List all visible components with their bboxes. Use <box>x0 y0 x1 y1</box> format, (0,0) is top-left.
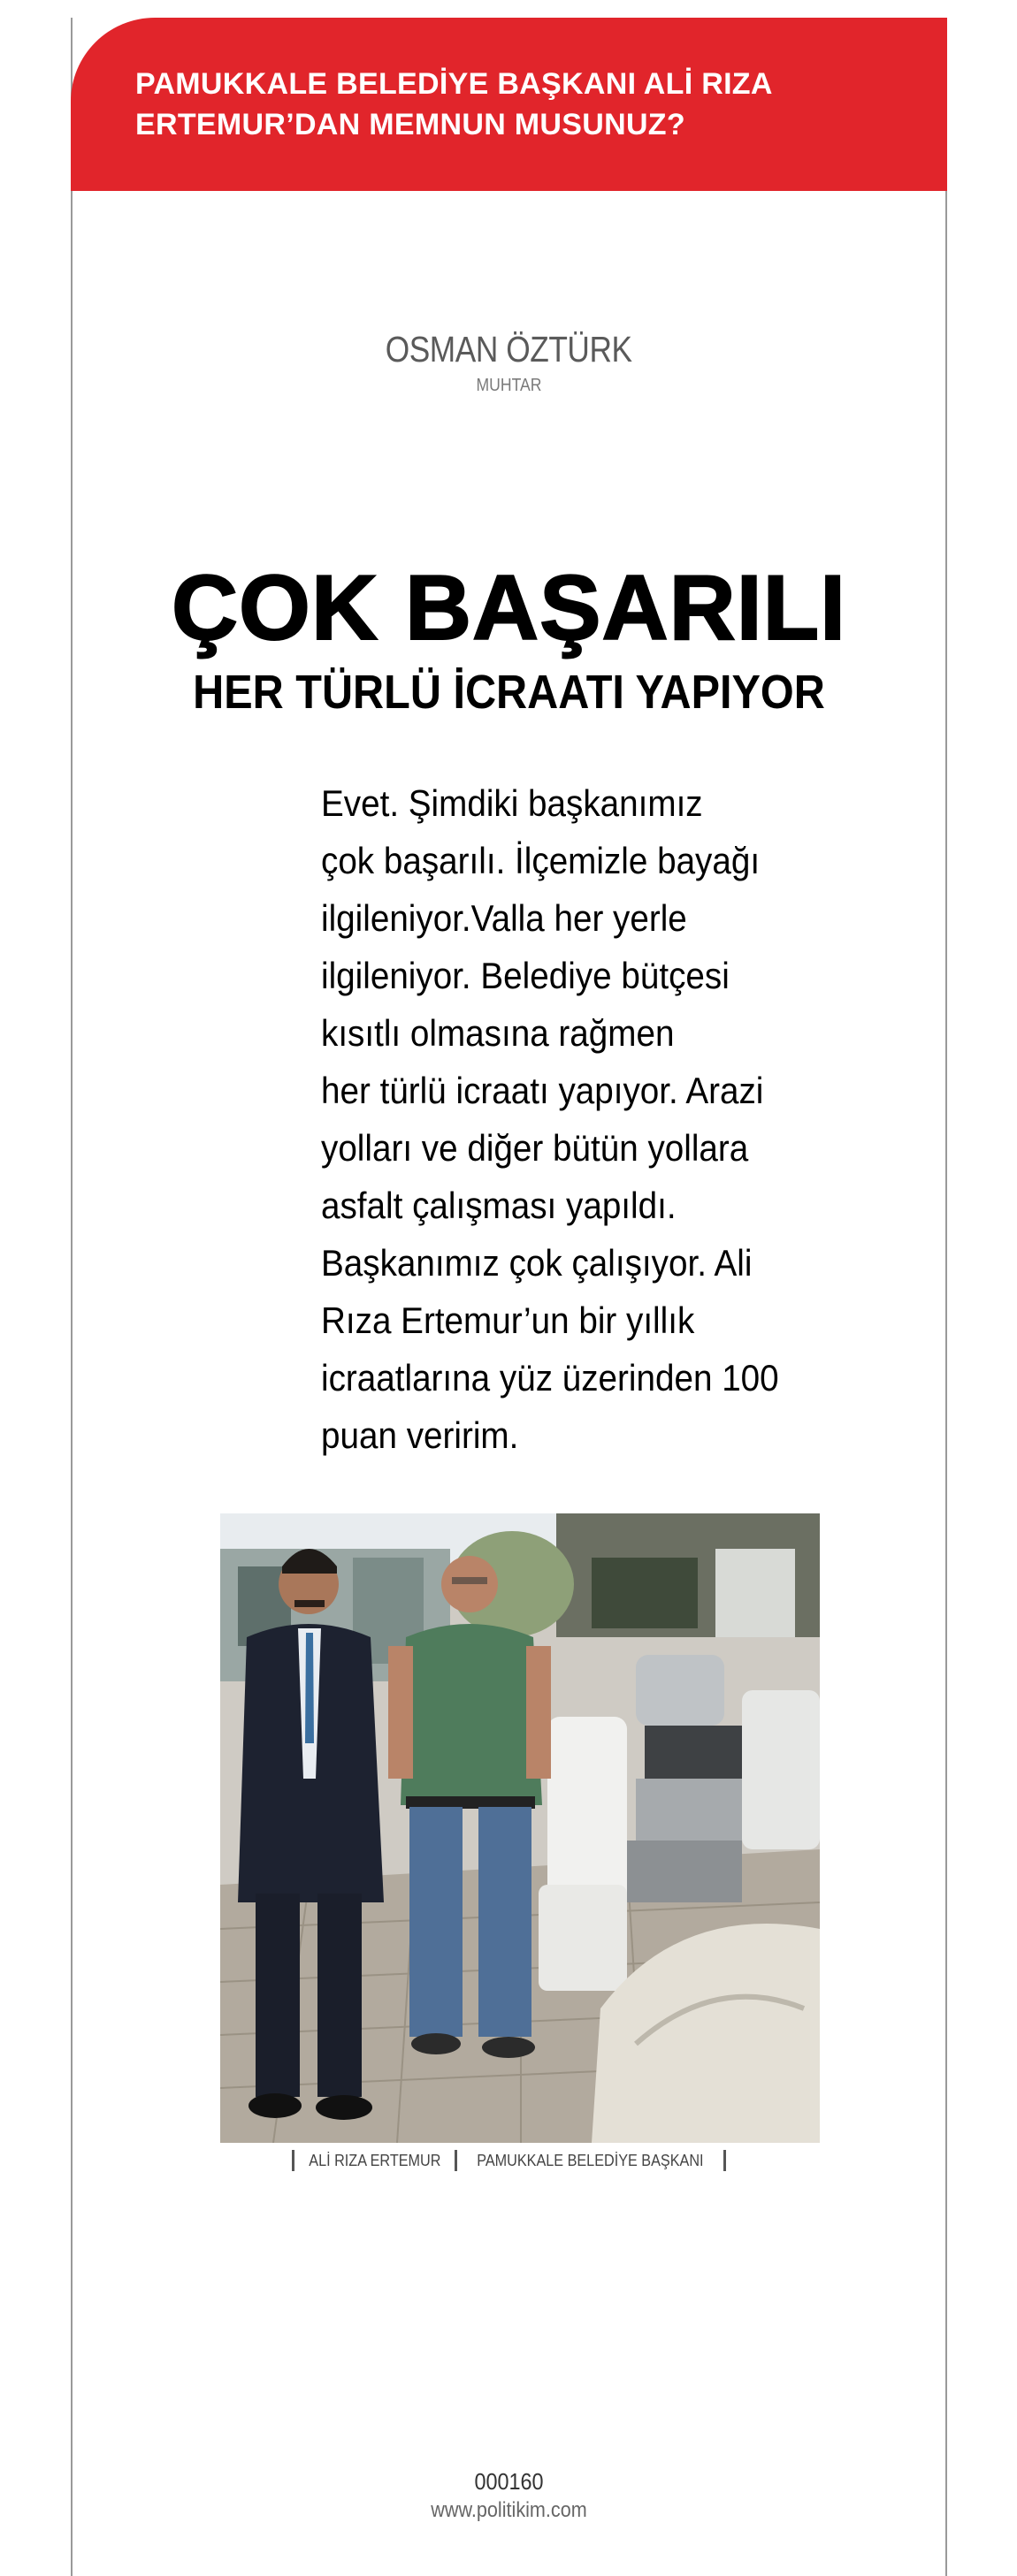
quote-line: Rıza Ertemur’un bir yıllık <box>321 1299 695 1341</box>
interviewee-role: MUHTAR <box>476 376 542 395</box>
quote-body <box>321 774 779 1464</box>
news-photo <box>220 1513 820 2143</box>
photo-caption <box>71 2150 947 2171</box>
quote-line: icraatlarına yüz üzerinden 100 <box>321 1357 779 1399</box>
caption-divider <box>455 2150 457 2171</box>
banner-title-line1: PAMUKKALE BELEDİYE BAŞKANI ALİ RIZA <box>135 67 773 101</box>
quote-line: asfalt çalışması yapıldı. <box>321 1185 677 1226</box>
header-banner <box>71 18 947 191</box>
page-footer <box>71 2466 947 2525</box>
quote-line: yolları ve diğer bütün yollara <box>321 1127 749 1169</box>
quote-line: puan veririm. <box>321 1414 519 1456</box>
quote-line: kısıtlı olmasına rağmen <box>321 1012 675 1054</box>
interviewee <box>71 329 947 396</box>
quote-line: ilgileniyor. Belediye bütçesi <box>321 955 730 996</box>
caption-name: ALİ RIZA ERTEMUR <box>309 2151 441 2169</box>
quote-line: Evet. Şimdiki başkanımız <box>321 782 703 824</box>
caption-divider <box>292 2150 294 2171</box>
headline-sub: HER TÜRLÜ İCRAATI YAPIYOR <box>193 666 825 719</box>
quote-line: her türlü icraatı yapıyor. Arazi <box>321 1070 764 1111</box>
quote-line: çok başarılı. İlçemizle bayağı <box>321 840 761 881</box>
caption-divider <box>723 2150 726 2171</box>
page-code: 000160 <box>474 2468 544 2495</box>
quote-line: Başkanımız çok çalışıyor. Ali <box>321 1242 753 1284</box>
quote-line: ilgileniyor.Valla her yerle <box>321 897 687 939</box>
banner-title-line2: ERTEMUR’DAN MEMNUN MUSUNUZ? <box>135 108 685 141</box>
headline <box>71 559 947 720</box>
banner-title <box>135 64 773 145</box>
caption-title: PAMUKKALE BELEDİYE BAŞKANI <box>477 2151 704 2169</box>
site-url[interactable]: www.politikim.com <box>431 2498 587 2522</box>
interviewee-name: OSMAN ÖZTÜRK <box>386 329 632 370</box>
headline-main: ÇOK BAŞARILI <box>171 557 847 659</box>
